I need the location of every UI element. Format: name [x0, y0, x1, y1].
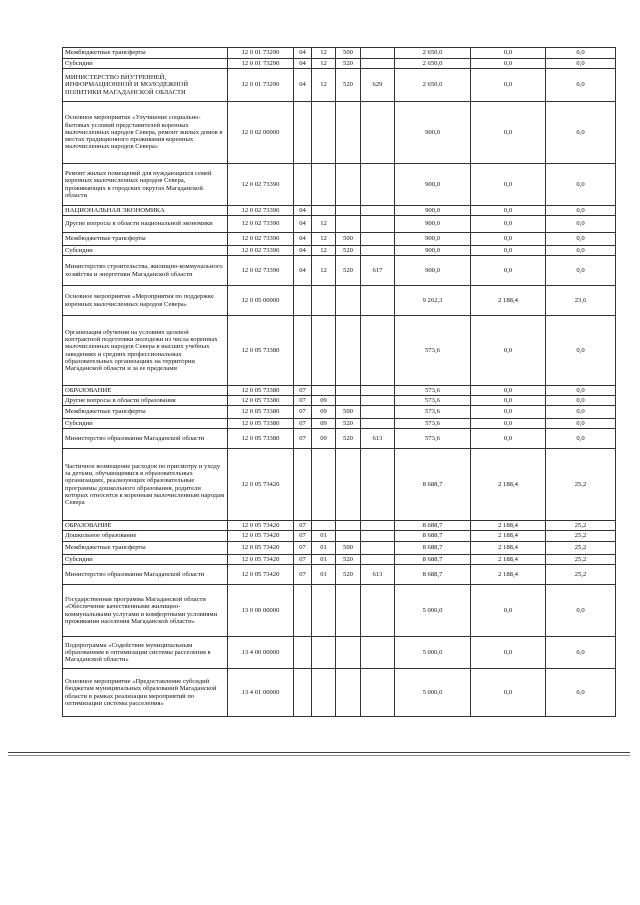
row-amount-actual-cell: 0,0 — [471, 419, 546, 429]
row-name-cell: МИНИСТЕРСТВО ВНУТРЕННЕЙ, ИНФОРМАЦИОННОЙ И МОЛОДЕЖНОЙ ПОЛИТИКИ МАГАДАНСКОЙ ОБЛАСТИ — [63, 69, 228, 102]
row-amount-plan-cell: 8 688,7 — [395, 555, 471, 565]
row-expense-type-cell — [336, 206, 361, 216]
row-expense-type-cell: 520 — [336, 246, 361, 256]
row-percent-cell: 0,0 — [546, 419, 616, 429]
row-name-cell: ОБРАЗОВАНИЕ — [63, 521, 228, 531]
row-name-cell: Межбюджетные трансферты — [63, 542, 228, 555]
table-row — [63, 316, 616, 386]
row-code-cell: 12 0 05 73380 — [228, 396, 294, 406]
row-name-cell: Межбюджетные трансферты — [63, 233, 228, 246]
row-expense-type-cell — [336, 669, 361, 717]
row-department-cell — [361, 585, 395, 637]
row-percent-cell: 0,0 — [546, 429, 616, 449]
row-expense-type-cell: 500 — [336, 48, 361, 59]
row-amount-plan-cell: 8 688,7 — [395, 449, 471, 521]
table-row — [63, 521, 616, 531]
row-expense-type-cell — [336, 316, 361, 386]
row-amount-actual-cell: 2 188,4 — [471, 542, 546, 555]
row-percent-cell: 0,0 — [546, 216, 616, 233]
row-department-cell — [361, 396, 395, 406]
row-section-cell — [294, 164, 312, 206]
row-section-cell — [294, 669, 312, 717]
table-row — [63, 48, 616, 59]
row-subsection-cell: 09 — [312, 396, 336, 406]
row-name-cell: Подпрограмма «Содействие муниципальным образованиям в оптимизации системы расселения в Магаданской области» — [63, 637, 228, 669]
row-amount-plan-cell: 573,6 — [395, 419, 471, 429]
row-code-cell: 12 0 01 73290 — [228, 48, 294, 59]
row-subsection-cell: 12 — [312, 246, 336, 256]
row-code-cell: 12 0 05 73380 — [228, 316, 294, 386]
row-percent-cell: 0,0 — [546, 669, 616, 717]
row-department-cell — [361, 406, 395, 419]
row-percent-cell: 0,0 — [546, 246, 616, 256]
row-department-cell — [361, 531, 395, 542]
row-subsection-cell: 01 — [312, 542, 336, 555]
row-percent-cell: 25,2 — [546, 555, 616, 565]
row-percent-cell: 0,0 — [546, 256, 616, 286]
row-expense-type-cell: 520 — [336, 256, 361, 286]
row-percent-cell: 0,0 — [546, 59, 616, 69]
row-code-cell: 12 0 02 73390 — [228, 216, 294, 233]
row-percent-cell: 23,6 — [546, 286, 616, 316]
budget-table — [62, 47, 616, 717]
table-row — [63, 216, 616, 233]
row-department-cell — [361, 286, 395, 316]
row-amount-actual-cell: 0,0 — [471, 48, 546, 59]
row-subsection-cell — [312, 316, 336, 386]
row-amount-plan-cell: 5 000,0 — [395, 669, 471, 717]
table-row — [63, 102, 616, 164]
row-code-cell: 12 0 05 73380 — [228, 419, 294, 429]
row-name-cell: Министерство образования Магаданской области — [63, 565, 228, 585]
row-code-cell: 13 4 00 00000 — [228, 637, 294, 669]
row-department-cell: 613 — [361, 429, 395, 449]
row-name-cell: Межбюджетные трансферты — [63, 406, 228, 419]
table-row — [63, 531, 616, 542]
table-row — [63, 69, 616, 102]
row-amount-plan-cell: 9 262,3 — [395, 286, 471, 316]
row-name-cell: Дошкольное образование — [63, 531, 228, 542]
row-percent-cell: 25,2 — [546, 449, 616, 521]
row-expense-type-cell — [336, 286, 361, 316]
row-amount-plan-cell: 900,0 — [395, 246, 471, 256]
row-code-cell: 12 0 01 73290 — [228, 59, 294, 69]
row-expense-type-cell — [336, 396, 361, 406]
row-amount-plan-cell: 573,6 — [395, 429, 471, 449]
row-amount-plan-cell: 573,6 — [395, 316, 471, 386]
row-percent-cell: 0,0 — [546, 585, 616, 637]
row-expense-type-cell: 500 — [336, 233, 361, 246]
table-row — [63, 386, 616, 396]
row-name-cell: Межбюджетные трансферты — [63, 48, 228, 59]
row-amount-plan-cell: 8 688,7 — [395, 542, 471, 555]
row-expense-type-cell — [336, 216, 361, 233]
row-amount-actual-cell: 0,0 — [471, 429, 546, 449]
table-body — [63, 48, 616, 717]
row-code-cell: 12 0 05 73420 — [228, 542, 294, 555]
table-row — [63, 555, 616, 565]
row-subsection-cell: 12 — [312, 59, 336, 69]
row-amount-plan-cell: 900,0 — [395, 164, 471, 206]
row-section-cell: 07 — [294, 565, 312, 585]
row-department-cell — [361, 164, 395, 206]
row-code-cell: 12 0 02 73390 — [228, 233, 294, 246]
row-code-cell: 12 0 01 73290 — [228, 69, 294, 102]
row-department-cell — [361, 637, 395, 669]
row-amount-plan-cell: 2 650,0 — [395, 59, 471, 69]
row-name-cell: Субсидии — [63, 555, 228, 565]
row-subsection-cell: 12 — [312, 233, 336, 246]
row-subsection-cell: 12 — [312, 256, 336, 286]
row-department-cell — [361, 316, 395, 386]
row-name-cell: Субсидии — [63, 246, 228, 256]
row-subsection-cell: 12 — [312, 48, 336, 59]
row-department-cell — [361, 206, 395, 216]
row-name-cell: Частичное возмещение расходов по присмотру и уходу за детьми, обучающимися в образовательных организациях, реализующих образовательные программы дошкольного образования, родители которых относятся к коренным малочисленным народам Севера — [63, 449, 228, 521]
row-code-cell: 13 0 00 00000 — [228, 585, 294, 637]
row-subsection-cell — [312, 102, 336, 164]
table-row — [63, 449, 616, 521]
row-expense-type-cell — [336, 449, 361, 521]
row-subsection-cell: 01 — [312, 555, 336, 565]
row-amount-plan-cell: 573,6 — [395, 396, 471, 406]
row-name-cell: Организация обучения на условиях целевой контрактной подготовки молодежи из числа коренных малочисленных народов Севера в высших учебных заведениях и средних профессиональных образовательных организациях на территории Магаданской области и за ее пределами — [63, 316, 228, 386]
row-amount-plan-cell: 573,6 — [395, 386, 471, 396]
row-subsection-cell: 09 — [312, 406, 336, 419]
row-section-cell: 07 — [294, 396, 312, 406]
row-subsection-cell — [312, 286, 336, 316]
row-amount-plan-cell: 900,0 — [395, 256, 471, 286]
row-expense-type-cell: 520 — [336, 59, 361, 69]
row-amount-actual-cell: 0,0 — [471, 669, 546, 717]
table-row — [63, 542, 616, 555]
row-amount-actual-cell: 0,0 — [471, 102, 546, 164]
row-amount-plan-cell: 900,0 — [395, 206, 471, 216]
row-amount-actual-cell: 0,0 — [471, 637, 546, 669]
row-name-cell: Ремонт жилых помещений для нуждающихся семей коренных малочисленных народов Севера, проживающих в городских округах Магаданской области — [63, 164, 228, 206]
row-section-cell — [294, 449, 312, 521]
row-percent-cell: 25,2 — [546, 531, 616, 542]
row-name-cell: Основное мероприятие «Мероприятия по поддержке коренных малочисленных народов Севера» — [63, 286, 228, 316]
row-section-cell — [294, 286, 312, 316]
row-amount-actual-cell: 0,0 — [471, 216, 546, 233]
row-expense-type-cell: 520 — [336, 69, 361, 102]
table-row — [63, 233, 616, 246]
row-amount-plan-cell: 8 688,7 — [395, 521, 471, 531]
row-expense-type-cell: 520 — [336, 555, 361, 565]
row-department-cell: 617 — [361, 256, 395, 286]
row-amount-plan-cell: 2 650,0 — [395, 69, 471, 102]
row-name-cell: Государственная программа Магаданской области «Обеспечение качественными жилищно-коммунальными услугами и комфортными условиями проживания населения Магаданской области» — [63, 585, 228, 637]
row-department-cell: 629 — [361, 69, 395, 102]
row-expense-type-cell: 520 — [336, 565, 361, 585]
row-subsection-cell: 09 — [312, 419, 336, 429]
table-row — [63, 585, 616, 637]
row-percent-cell: 0,0 — [546, 396, 616, 406]
row-name-cell: Министерство образования Магаданской области — [63, 429, 228, 449]
row-percent-cell: 0,0 — [546, 48, 616, 59]
row-section-cell: 04 — [294, 48, 312, 59]
row-amount-plan-cell: 5 000,0 — [395, 585, 471, 637]
row-percent-cell: 25,2 — [546, 521, 616, 531]
row-percent-cell: 0,0 — [546, 206, 616, 216]
row-code-cell: 12 0 05 73380 — [228, 386, 294, 396]
row-section-cell: 07 — [294, 521, 312, 531]
row-code-cell: 12 0 05 73380 — [228, 429, 294, 449]
row-expense-type-cell: 500 — [336, 542, 361, 555]
row-name-cell: Министерство строительства, жилищно-коммунального хозяйства и энергетики Магаданской области — [63, 256, 228, 286]
row-code-cell: 12 0 02 00000 — [228, 102, 294, 164]
table-row — [63, 429, 616, 449]
row-amount-actual-cell: 0,0 — [471, 59, 546, 69]
row-department-cell — [361, 48, 395, 59]
row-department-cell — [361, 669, 395, 717]
row-code-cell: 12 0 05 73420 — [228, 565, 294, 585]
row-section-cell: 04 — [294, 256, 312, 286]
row-amount-actual-cell: 2 188,4 — [471, 531, 546, 542]
row-amount-plan-cell: 900,0 — [395, 216, 471, 233]
row-department-cell — [361, 521, 395, 531]
row-code-cell: 12 0 05 73420 — [228, 531, 294, 542]
row-section-cell: 07 — [294, 542, 312, 555]
row-department-cell — [361, 449, 395, 521]
row-code-cell: 12 0 02 73390 — [228, 256, 294, 286]
row-amount-actual-cell: 0,0 — [471, 316, 546, 386]
row-department-cell — [361, 542, 395, 555]
row-amount-actual-cell: 2 188,4 — [471, 521, 546, 531]
row-amount-plan-cell: 573,6 — [395, 406, 471, 419]
row-amount-actual-cell: 0,0 — [471, 585, 546, 637]
table-row — [63, 396, 616, 406]
table-row — [63, 406, 616, 419]
row-amount-plan-cell: 5 000,0 — [395, 637, 471, 669]
row-subsection-cell: 01 — [312, 565, 336, 585]
row-percent-cell: 0,0 — [546, 316, 616, 386]
row-department-cell: 613 — [361, 565, 395, 585]
row-amount-actual-cell: 0,0 — [471, 246, 546, 256]
table-row — [63, 669, 616, 717]
row-amount-actual-cell: 0,0 — [471, 386, 546, 396]
row-percent-cell: 0,0 — [546, 69, 616, 102]
table-row — [63, 206, 616, 216]
row-section-cell — [294, 102, 312, 164]
row-subsection-cell — [312, 386, 336, 396]
row-code-cell: 12 0 05 73380 — [228, 406, 294, 419]
table-row — [63, 59, 616, 69]
row-percent-cell: 0,0 — [546, 637, 616, 669]
row-subsection-cell — [312, 585, 336, 637]
row-subsection-cell — [312, 449, 336, 521]
row-expense-type-cell: 500 — [336, 406, 361, 419]
row-section-cell: 07 — [294, 531, 312, 542]
row-department-cell — [361, 102, 395, 164]
page-bottom-rule — [8, 752, 630, 753]
row-department-cell — [361, 555, 395, 565]
row-amount-actual-cell: 0,0 — [471, 164, 546, 206]
table-row — [63, 164, 616, 206]
row-percent-cell: 0,0 — [546, 386, 616, 396]
row-department-cell — [361, 216, 395, 233]
row-percent-cell: 0,0 — [546, 406, 616, 419]
row-amount-actual-cell: 0,0 — [471, 69, 546, 102]
row-subsection-cell — [312, 521, 336, 531]
row-amount-plan-cell: 900,0 — [395, 102, 471, 164]
table-row — [63, 565, 616, 585]
row-section-cell: 04 — [294, 246, 312, 256]
row-percent-cell: 25,2 — [546, 542, 616, 555]
row-name-cell: Субсидии — [63, 419, 228, 429]
row-department-cell — [361, 59, 395, 69]
row-code-cell: 12 0 02 73390 — [228, 164, 294, 206]
row-department-cell — [361, 246, 395, 256]
row-code-cell: 13 4 01 00000 — [228, 669, 294, 717]
row-amount-actual-cell: 0,0 — [471, 406, 546, 419]
row-expense-type-cell — [336, 521, 361, 531]
row-section-cell: 07 — [294, 406, 312, 419]
row-code-cell: 12 0 02 73390 — [228, 246, 294, 256]
row-amount-actual-cell: 0,0 — [471, 233, 546, 246]
row-department-cell — [361, 233, 395, 246]
row-name-cell: Основное мероприятие «Предоставление субсидий бюджетам муниципальных образований Магаданской области в рамках реализации мероприятий по оптимизации системы расселения» — [63, 669, 228, 717]
row-amount-plan-cell: 8 688,7 — [395, 565, 471, 585]
row-section-cell: 07 — [294, 555, 312, 565]
row-section-cell: 04 — [294, 69, 312, 102]
row-percent-cell: 0,0 — [546, 164, 616, 206]
row-code-cell: 12 0 05 73420 — [228, 449, 294, 521]
row-expense-type-cell — [336, 531, 361, 542]
row-percent-cell: 0,0 — [546, 102, 616, 164]
table-row — [63, 256, 616, 286]
row-expense-type-cell — [336, 102, 361, 164]
row-subsection-cell — [312, 164, 336, 206]
row-section-cell: 04 — [294, 59, 312, 69]
row-subsection-cell — [312, 206, 336, 216]
row-section-cell — [294, 316, 312, 386]
row-expense-type-cell — [336, 585, 361, 637]
row-department-cell — [361, 419, 395, 429]
row-subsection-cell: 09 — [312, 429, 336, 449]
row-name-cell: Другие вопросы в области национальной экономики — [63, 216, 228, 233]
row-department-cell — [361, 386, 395, 396]
row-code-cell: 12 0 05 73420 — [228, 555, 294, 565]
row-section-cell: 07 — [294, 419, 312, 429]
row-code-cell: 12 0 02 73390 — [228, 206, 294, 216]
table-row — [63, 286, 616, 316]
table-row — [63, 637, 616, 669]
row-code-cell: 12 0 05 00000 — [228, 286, 294, 316]
row-section-cell: 07 — [294, 429, 312, 449]
row-amount-plan-cell: 900,0 — [395, 233, 471, 246]
row-section-cell — [294, 637, 312, 669]
row-expense-type-cell: 520 — [336, 429, 361, 449]
row-section-cell: 04 — [294, 233, 312, 246]
row-section-cell — [294, 585, 312, 637]
row-amount-plan-cell: 8 688,7 — [395, 531, 471, 542]
row-code-cell: 12 0 05 73420 — [228, 521, 294, 531]
row-expense-type-cell: 520 — [336, 419, 361, 429]
row-name-cell: НАЦИОНАЛЬНАЯ ЭКОНОМИКА — [63, 206, 228, 216]
row-name-cell: Другие вопросы в области образования — [63, 396, 228, 406]
row-section-cell: 04 — [294, 206, 312, 216]
row-name-cell: Основное мероприятие «Улучшение социально-бытовых условий представителей коренных малочисленных народов Севера, ремонт жилых домов в местах традиционного проживания коренных малочисленных народов Севера» — [63, 102, 228, 164]
table-row — [63, 419, 616, 429]
row-name-cell: Субсидии — [63, 59, 228, 69]
row-section-cell: 07 — [294, 386, 312, 396]
row-subsection-cell: 01 — [312, 531, 336, 542]
row-amount-actual-cell: 2 188,4 — [471, 565, 546, 585]
row-section-cell: 04 — [294, 216, 312, 233]
row-amount-plan-cell: 2 650,0 — [395, 48, 471, 59]
row-amount-actual-cell: 2 188,4 — [471, 449, 546, 521]
row-name-cell: ОБРАЗОВАНИЕ — [63, 386, 228, 396]
row-expense-type-cell — [336, 164, 361, 206]
row-subsection-cell: 12 — [312, 216, 336, 233]
row-expense-type-cell — [336, 637, 361, 669]
row-expense-type-cell — [336, 386, 361, 396]
page-bottom-rule-secondary — [8, 755, 630, 756]
table-row — [63, 246, 616, 256]
row-subsection-cell — [312, 669, 336, 717]
row-subsection-cell: 12 — [312, 69, 336, 102]
row-amount-actual-cell: 0,0 — [471, 396, 546, 406]
row-percent-cell: 25,2 — [546, 565, 616, 585]
row-amount-actual-cell: 0,0 — [471, 206, 546, 216]
row-percent-cell: 0,0 — [546, 233, 616, 246]
row-subsection-cell — [312, 637, 336, 669]
row-amount-actual-cell: 2 188,4 — [471, 286, 546, 316]
row-amount-actual-cell: 0,0 — [471, 256, 546, 286]
row-amount-actual-cell: 2 188,4 — [471, 555, 546, 565]
